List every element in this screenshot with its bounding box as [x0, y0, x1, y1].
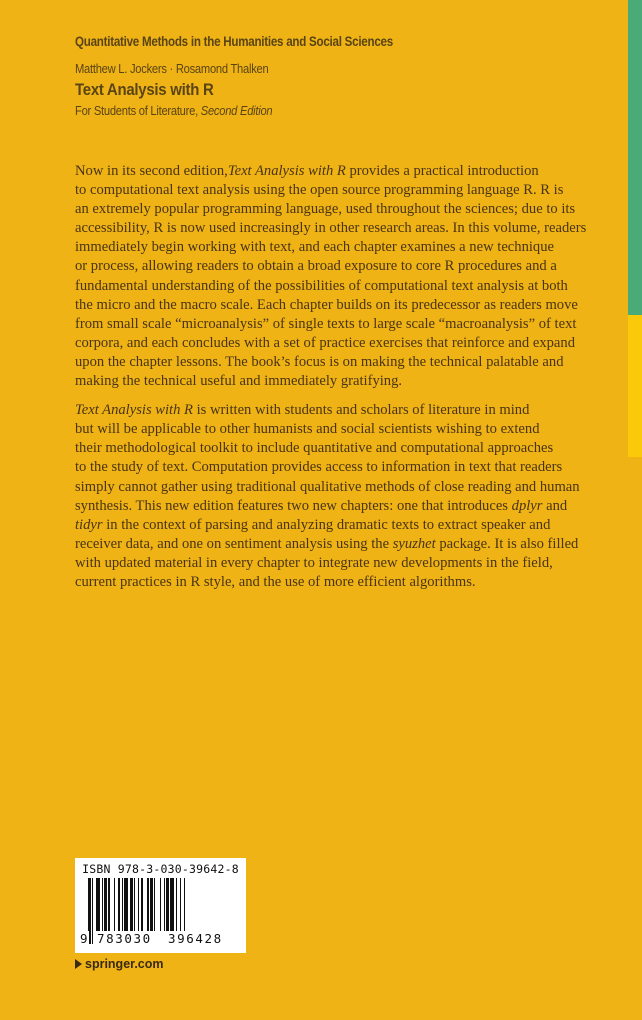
blurb-line: but will be applicable to other humanists and social scientists wishing to extend	[75, 421, 540, 438]
blurb-line: synthesis. This new edition features two new chapters: one that introduces dplyr and	[75, 497, 568, 514]
isbn-barcode	[75, 858, 246, 953]
blurb-line: fundamental understanding of the possibilities of computational text analysis at both	[75, 277, 568, 294]
blurb-line: to the study of text. Computation provides access to information in text that readers	[75, 459, 563, 476]
series-title: Quantitative Methods in the Humanities and Social Sciences	[75, 34, 393, 49]
blurb-line: their methodological toolkit to include quantitative and computational approaches	[75, 440, 554, 457]
blurb-line: or process, allowing readers to obtain a broad exposure to core R procedures and a	[75, 258, 557, 275]
blurb-paragraph-1	[75, 162, 615, 391]
blurb-line: upon the chapter lessons. The book’s focus is on making the technical palatable and	[75, 353, 564, 370]
blurb-line: corpora, and each concludes with a set of practice exercises that reinforce and expand	[75, 334, 575, 351]
authors: Matthew L. Jockers · Rosamond Thalken	[75, 61, 269, 76]
book-title: Text Analysis with R	[75, 80, 214, 99]
subtitle-text: For Students of Literature,	[75, 103, 201, 118]
edition-text: Second Edition	[200, 103, 273, 118]
blurb-line: simply cannot gather using traditional qualitative methods of close reading and human	[75, 478, 580, 495]
blurb-line: the micro and the macro scale. Each chapter builds on its predecessor as readers move	[75, 296, 578, 313]
blurb-line: making the technical useful and immediately gratifying.	[75, 373, 403, 390]
spine-yellow-band	[628, 315, 642, 457]
ean-right-group: 396428	[168, 931, 223, 946]
blurb-line: Text Analysis with R is written with students and scholars of literature in mind	[75, 402, 530, 419]
blurb-line: accessibility, R is now used increasingly in other research areas. In this volume, readers	[75, 220, 587, 237]
blurb-line: Now in its second edition,Text Analysis with R provides a practical introduction	[75, 163, 539, 179]
book-subtitle	[75, 103, 539, 118]
blurb-paragraph-2	[75, 401, 615, 592]
blurb-line: current practices in R style, and the use of more efficient algorithms.	[75, 573, 476, 590]
blurb-line: an extremely popular programming language, used throughout the sciences; due to its	[75, 201, 576, 218]
blurb-line: to computational text analysis using the open source programming language R. R is	[75, 182, 564, 199]
blurb-line: immediately begin working with text, and each chapter examines a new technique	[75, 239, 554, 256]
ean-first-digit: 9	[80, 931, 88, 946]
blurb-line: tidyr in the context of parsing and analyzing dramatic texts to extract speaker and	[75, 516, 551, 533]
blurb-line: with updated material in every chapter to integrate new developments in the field,	[75, 554, 553, 571]
springer-link-text: springer.com	[85, 957, 164, 971]
isbn-label: ISBN 978-3-030-39642-8	[82, 862, 239, 876]
blurb-line: receiver data, and one on sentiment analysis using the syuzhet package. It is also filled	[75, 535, 579, 552]
ean-left-group: 783030	[97, 931, 152, 946]
blurb-line: from small scale “microanalysis” of single texts to large scale “macroanalysis” of text	[75, 315, 577, 332]
play-arrow-icon	[75, 959, 82, 969]
springer-link[interactable]	[75, 957, 164, 971]
spine-green-band	[628, 0, 642, 315]
cover-header	[75, 34, 615, 118]
back-cover-blurb	[75, 162, 615, 602]
